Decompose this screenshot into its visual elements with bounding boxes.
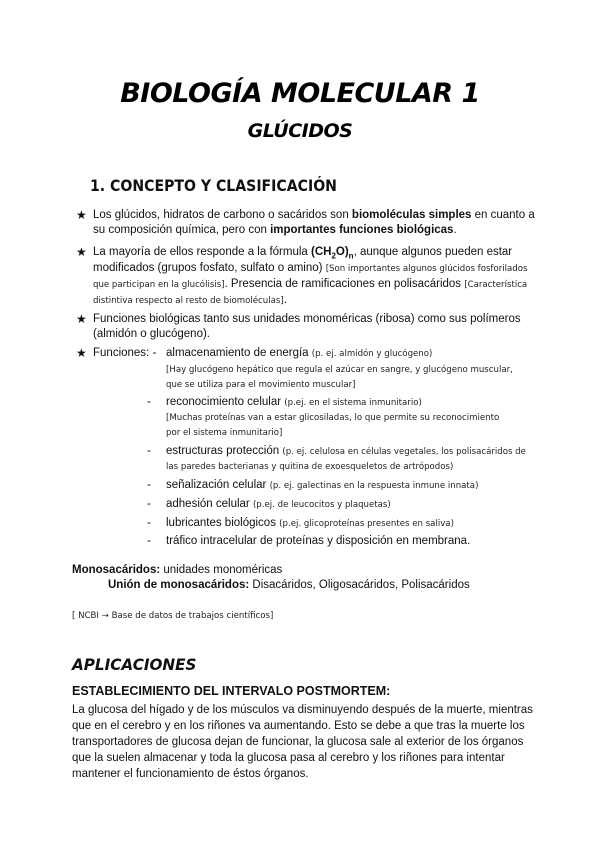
bullet-1-line-2: su composición química, pero con importantes funciones biológicas. xyxy=(93,224,457,236)
dash-bullet: - xyxy=(147,394,151,408)
bullet-2-line-4: distintiva respecto al resto de biomoléculas]. xyxy=(93,294,287,306)
bullet-2-line-1: La mayoría de ellos responde a la fórmula $(CH_2O)_n$, aunque algunos pueden estar xyxy=(93,246,513,261)
postmortem-paragraph: La glucosa del hígado y de los músculos va disminuyendo después de la muerte, mientras que en el cerebro y en los riñones va aumentando. Esto se debe a que tras la muerte los transportadores de glucosa dejan de funcionar, la glucosa sale al exterior de los órganos que la suelen almacenar y toda la glucosa pasa al cerebro y los riñones para intentar mantener el funcionamiento de éstos órganos. xyxy=(72,704,533,780)
bullet-3-line-1: Funciones biológicas tanto sus unidades monoméricas (ribosa) como sus polímeros xyxy=(93,313,521,325)
bullet-2-line-2: modificados (grupos fosfato, sulfato o amino) [Son importantes algunos glúcidos fosforilados xyxy=(93,262,528,274)
document-title: BIOLOGÍA MOLECULAR 1 xyxy=(120,78,480,109)
star-bullet-icon: ★ xyxy=(76,245,87,259)
funcion-item: reconocimiento celular (p.ej. en el sistema inmunitario) xyxy=(166,396,422,408)
funcion-note: [Hay glucógeno hepático que regula el azúcar en sangre, y glucógeno muscular, xyxy=(166,365,513,375)
subheading-postmortem: ESTABLECIMIENTO DEL INTERVALO POSTMORTEM: xyxy=(72,684,391,698)
monosacaridos-line: Monosacáridos: unidades monoméricas xyxy=(72,564,283,576)
funcion-item: estructuras protección (p. ej. celulosa en células vegetales, los polisacáridos de xyxy=(166,445,526,457)
funcion-note: por el sistema inmunitario] xyxy=(166,428,283,438)
star-bullet-icon: ★ xyxy=(76,312,87,326)
document-subtitle: GLÚCIDOS xyxy=(247,120,353,142)
funcion-item: almacenamiento de energía (p. ej. almidón y glucógeno) xyxy=(166,347,433,359)
bullet-3-line-2: (almidón o glucógeno). xyxy=(93,328,210,340)
dash-bullet: - xyxy=(147,496,151,510)
funcion-note: las paredes bacterianas y quitina de exoesqueletos de artrópodos) xyxy=(166,462,454,472)
funcion-note: [Muchas proteínas van a estar glicosiladas, lo que permite su reconocimiento xyxy=(166,413,500,423)
bullet-2-line-3: que participan en la glucólisis]. Presencia de ramificaciones en polisacáridos [Característica xyxy=(93,278,528,290)
funcion-item: lubricantes biológicos (p.ej. glicoproteínas presentes en saliva) xyxy=(166,517,454,529)
bullet-1-line-1: Los glúcidos, hidratos de carbono o sacáridos son biomoléculas simples en cuanto a xyxy=(93,209,535,221)
dash-bullet: - xyxy=(147,443,151,457)
section-heading-concepto: 1. CONCEPTO Y CLASIFICACIÓN xyxy=(90,176,337,195)
funcion-item: adhesión celular (p.ej. de leucocitos y plaquetas) xyxy=(166,498,391,510)
funciones-label: Funciones: - xyxy=(93,347,157,359)
funcion-item: señalización celular (p. ej. galectinas en la respuesta inmune innata) xyxy=(166,479,479,491)
star-bullet-icon: ★ xyxy=(76,346,87,360)
funcion-item: tráfico intracelular de proteínas y disposición en membrana. xyxy=(166,535,471,547)
ncbi-note: [ NCBI → Base de datos de trabajos científicos] xyxy=(72,611,274,621)
section-heading-aplicaciones: APLICACIONES xyxy=(72,655,197,674)
funcion-note: que se utiliza para el movimiento muscular] xyxy=(166,380,356,390)
dash-bullet: - xyxy=(147,533,151,547)
union-line: Unión de monosacáridos: Disacáridos, Oligosacáridos, Polisacáridos xyxy=(108,579,470,591)
star-bullet-icon: ★ xyxy=(76,208,87,222)
dash-bullet: - xyxy=(147,515,151,529)
dash-bullet: - xyxy=(147,477,151,491)
